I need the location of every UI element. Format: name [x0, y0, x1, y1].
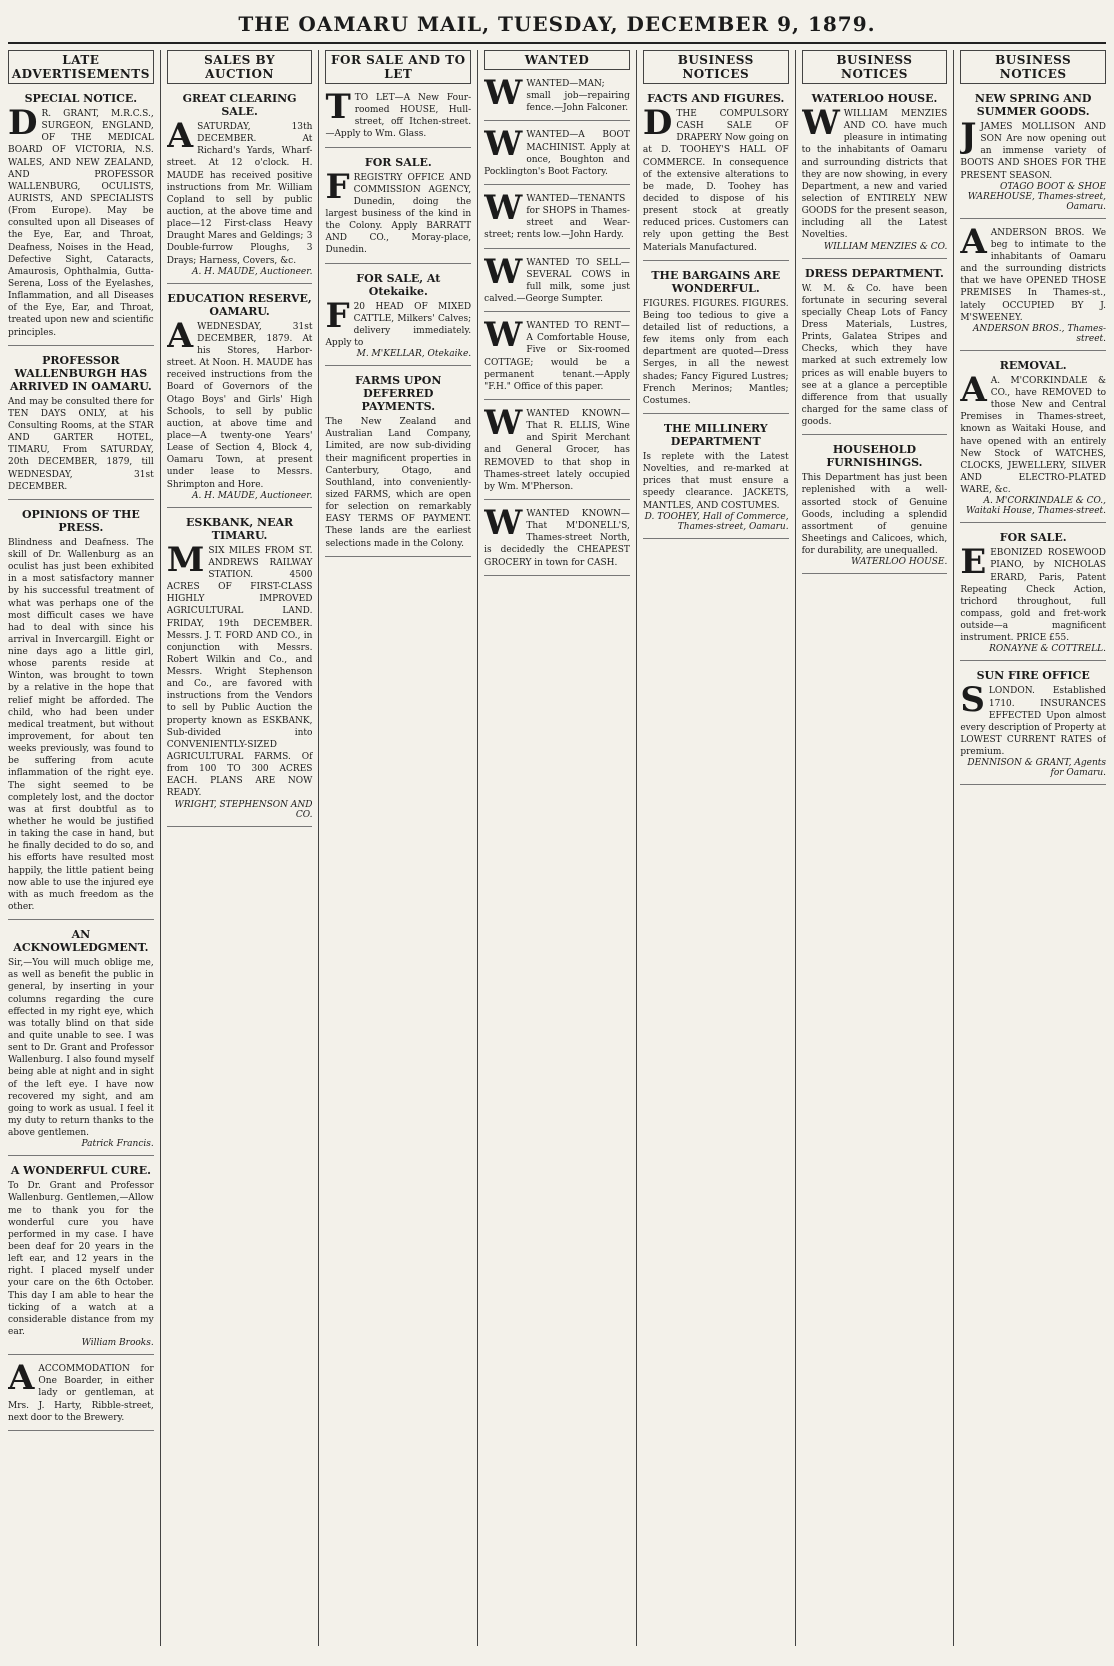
advertisement-body: [801, 103, 948, 242]
advertisement-body: [484, 187, 630, 242]
advertisement-body: [8, 103, 154, 339]
advertisement-body: [325, 416, 471, 550]
advertisement-text: FIGURES. FIGURES. FIGURES. Being too tedious to give a detailed list of reductions, a few items only from each department are quoted—Dress Serges, in all the newest shades; Fancy Figured Lustres; French Merinos; Mantles; Costumes.: [642, 298, 789, 406]
advertisement-title: FOR SALE, At Otekaike.: [356, 271, 441, 298]
advertisement-text: 20 HEAD OF MIXED CATTLE, Milkers' Calves; delivery immediately. Apply to: [325, 301, 472, 348]
advertisement-title: FOR SALE.: [364, 155, 432, 169]
column-4: [484, 50, 637, 1646]
advertisement-body: [8, 396, 154, 493]
advertisement-block: [802, 88, 948, 259]
drop-cap-letter: A: [8, 1358, 35, 1399]
drop-cap-letter: W: [484, 502, 523, 543]
advertisement-block: [484, 404, 630, 500]
advertisement-block: [8, 924, 154, 1156]
advertisement-text: This Department has just been replenished with a well-assorted stock of Genuine Goods, including a splendid assortment of genuine Sheetings and Calicoes, which, for durability, are unequalled.: [801, 473, 948, 557]
advertisement-text: TO LET—A New Four-roomed HOUSE, Hull-street, off Itchen-street.—Apply to Wm. Glass.: [325, 93, 472, 140]
column-6: [802, 50, 955, 1646]
column-7: [960, 50, 1106, 1646]
advertisement-body: [960, 542, 1107, 644]
advertisement-block: [167, 512, 313, 827]
advertisement-block: [960, 665, 1106, 785]
advertisement-signature: ANDERSON BROS., Thames-street.: [972, 323, 1107, 344]
advertisement-text: Blindness and Deafness. The skill of Dr. Wallenburg as an oculist has just been exhibited in a most satisfactory manner by his successful treatment of what was perhaps one of the most difficult cases we have had to deal with since his arrival in Invercargill. Eight or nine days ago a little girl, whose parents reside at Winton, was brought to town by a relative in the hope that relief might be afforded. The child, who had been under medical treatment, but without improvement, for about ten weeks previously, was found to be suffering from acute inflammation of the right eye. The sight seemed to be completely lost, and the doctor was at first doubtful as to whether he would be justified in taking the case in hand, but he finally decided to do so, and his efforts have resulted most happily, the little patient being now able to use the injured eye with as much freedom as the other.: [8, 537, 154, 913]
advertisement-block: [484, 189, 630, 249]
advertisement-text: WANTED—MAN; small job—repairing fence.—John Falconer.: [526, 79, 630, 114]
advertisement-text: The New Zealand and Australian Land Company, Limited, are now sub-dividing their magnificent properties in Canterbury, Otago, and Southland, into conveniently-sized FARMS, which are open for selection on remarkably EASY TERMS OF PAYMENT. These lands are the earliest selections made in the Colony.: [325, 417, 472, 549]
advertisement-body: [484, 124, 630, 178]
advertisement-signature: D. TOOHEY, Hall of Commerce, Thames-street, Oamaru.: [644, 511, 789, 532]
drop-cap-letter: D: [8, 103, 38, 143]
drop-cap-letter: E: [960, 542, 987, 583]
advertisement-title: SUN FIRE OFFICE: [976, 669, 1090, 683]
advertisement-text: WANTED TO RENT—A Comfortable House, Five or Six-roomed COTTAGE; would be a permanent tenant.—Apply "F.H." Office of this paper.: [484, 321, 630, 392]
advertisement-text: ANDERSON BROS. We beg to intimate to the inhabitants of Oamaru and the surrounding districts that we have OPENED THOSE PREMISES In Thames-st., lately OCCUPIED BY J. M'SWEENEY.: [960, 227, 1107, 323]
advertisement-block: [325, 152, 471, 264]
advertisement-title: PROFESSOR WALLENBURGH HAS ARRIVED IN OAMARU.: [10, 353, 152, 393]
advertisement-text: A. M'CORKINDALE & CO., have REMOVED to those New and Central Premises in Thames-street, known as Waitaki House, and have opened with an entirely New Stock of WATCHES, CLOCKS, JEWELLERY, SILVER AND ELECTRO-PLATED WARE, &c.: [960, 375, 1107, 496]
advertisement-body: [8, 537, 154, 913]
drop-cap-letter: W: [484, 124, 523, 165]
advertisement-body: [325, 166, 472, 257]
advertisement-block: [484, 316, 630, 400]
column-5: [643, 50, 796, 1646]
advertisement-title: OPINIONS OF THE PRESS.: [21, 507, 140, 534]
advertisement-title: WATERLOO HOUSE.: [811, 92, 938, 105]
advertisement-body: [325, 87, 472, 141]
advertisement-body: [960, 680, 1107, 758]
drop-cap-letter: W: [801, 103, 840, 143]
column-header: BUSINESS NOTICES: [960, 50, 1106, 84]
advertisement-title: EDUCATION RESERVE, OAMARU.: [167, 291, 312, 318]
advertisement-text: SATURDAY, 13th DECEMBER. At Richard's Yards, Wharf-street. At 12 o'clock. H. MAUDE has received positive instructions from Mr. William Copland to sell by public auction, at the above time and place—12 First-class Heavy Draught Mares and Geldings; 3 Double-furrow Ploughs, 3 Drays; Harness, Covers, &c.: [166, 122, 313, 266]
advertisement-text: Is replete with the Latest Novelties, and re-marked at prices that must ensure a speedy clearance. JACKETS, MANTLES, AND COSTUMES.: [642, 451, 789, 511]
advertisement-block: [167, 88, 313, 284]
advertisement-block: [484, 74, 630, 121]
advertisement-signature: Patrick Francis.: [81, 1139, 154, 1150]
advertisement-text: WANTED—A BOOT MACHINIST. Apply at once, Boughton and Pocklington's Boot Factory.: [484, 130, 630, 177]
advertisement-signature: M. M'KELLAR, Otekaike.: [356, 349, 472, 360]
advertisement-title: THE BARGAINS ARE WONDERFUL.: [651, 268, 781, 295]
advertisement-title: SPECIAL NOTICE.: [24, 92, 138, 105]
advertisement-body: [484, 73, 630, 114]
advertisement-signature: William Brooks.: [81, 1338, 154, 1349]
advertisement-title: A WONDERFUL CURE.: [10, 1164, 151, 1178]
advertisement-text: WILLIAM MENZIES AND CO. have much pleasure in intimating to the inhabitants of Oamaru and surrounding districts that they are now showing, in every Department, a new and varied selection of ENTIRELY NEW GOODS for the present season, including all the Latest Novelties.: [801, 109, 948, 241]
advertisement-block: [643, 265, 789, 414]
column-header: BUSINESS NOTICES: [802, 50, 948, 84]
column-2: [167, 50, 320, 1646]
advertisement-body: [484, 315, 630, 393]
advertisement-body: [802, 283, 948, 429]
advertisement-body: [166, 539, 313, 800]
advertisement-text: To Dr. Grant and Professor Wallenburg. Gentlemen,—Allow me to thank you for the wonderful cure you have performed in my case. I have been deaf for 20 years in the left ear, and 12 years in the right. I placed myself under your care on the 6th October. This day I am able to hear the ticking of a watch at a considerable distance from my ear.: [8, 1181, 154, 1337]
advertisement-signature: OTAGO BOOT & SHOE WAREHOUSE, Thames-street, Oamaru.: [967, 181, 1107, 212]
column-3: [325, 50, 478, 1646]
advertisement-body: [8, 1180, 154, 1338]
column-header: FOR SALE AND TO LET: [325, 50, 471, 84]
advertisement-title: HOUSEHOLD FURNISHINGS.: [826, 443, 923, 470]
drop-cap-letter: A: [166, 315, 194, 356]
advertisement-text: Sir,—You will much oblige me, as well as benefit the public in general, by inserting in your columns regarding the cure effected in my right eye, which was totally blind on that side and quite unable to see. I was sent to Dr. Grant and Professor Wallenburg. I also found myself being able at night and in sight of the left eye. I have now recovered my sight, and am going to work as usual. I feel it my duty to return thanks to the above gentlemen.: [8, 958, 154, 1139]
advertisement-block: [167, 288, 313, 508]
advertisement-text: R. GRANT, M.R.C.S., SURGEON, ENGLAND, OF THE MEDICAL BOARD OF VICTORIA, N.S. WALES, AND NEW ZEALAND, AND PROFESSOR WALLENBURG, OCULISTS, AURISTS, AND SPECIALISTS (From Europe). May be consulted upon all Diseases of the Eye, Ear, and Throat, Deafness, Noises in the Head, Defective Sight, Cataracts, Amaurosis, Ophthalmia, Gutta-Serena, Loss of the Eyelashes, Inflammation, and all Diseases of the Eye, Ear, and Throat, treated upon new and scientific principles.: [8, 109, 154, 338]
column-header: WANTED: [484, 50, 630, 70]
advertisement-body: [960, 116, 1107, 182]
advertisement-title: FACTS AND FIGURES.: [647, 92, 785, 105]
advertisement-text: WANTED KNOWN—That R. ELLIS, Wine and Spirit Merchant and General Grocer, has REMOVED to that shop in Thames-street lately occupied by Wm. M'Pherson.: [484, 408, 630, 492]
drop-cap-letter: T: [325, 87, 351, 127]
advertisement-block: [8, 350, 154, 500]
advertisement-title: AN ACKNOWLEDGMENT.: [13, 928, 149, 955]
drop-cap-letter: D: [642, 103, 673, 143]
advertisement-signature: DENNISON & GRANT, Agents for Oamaru.: [967, 758, 1107, 779]
advertisement-block: [484, 504, 630, 576]
advertisement-title: FOR SALE.: [999, 531, 1067, 545]
advertisement-block: [8, 1160, 154, 1355]
advertisement-title: FARMS UPON DEFERRED PAYMENTS.: [355, 374, 442, 414]
advertisement-text: ACCOMMODATION for One Boarder, in either lady or gentleman, at Mrs. J. Harty, Ribble-street, next door to the Brewery.: [8, 1364, 154, 1423]
advertisement-text: EBONIZED ROSEWOOD PIANO, by NICHOLAS ERARD, Paris, Patent Repeating Check Action, trichord throughout, full compass, gold and fret-work outside—a magnificent instrument. PRICE £55.: [960, 548, 1107, 644]
advertisement-title: GREAT CLEARING SALE.: [182, 92, 297, 118]
advertisement-signature: WRIGHT, STEPHENSON AND CO.: [174, 799, 313, 820]
advertisement-block: [8, 1359, 154, 1431]
drop-cap-letter: A: [960, 221, 987, 262]
advertisement-title: ESKBANK, NEAR TIMARU.: [186, 515, 294, 542]
advertisement-block: [960, 355, 1106, 523]
advertisement-text: WANTED—TENANTS for SHOPS in Thames-street and Wear-street; rents low.—John Hardy.: [484, 193, 630, 241]
advertisement-block: [960, 88, 1106, 219]
advertisement-body: [8, 957, 154, 1139]
column-header: BUSINESS NOTICES: [643, 50, 789, 84]
drop-cap-letter: F: [325, 295, 350, 336]
advertisement-text: And may be consulted there for TEN DAYS ONLY, at his Consulting Rooms, at the STAR AND GARTER HOTEL, TIMARU, From SATURDAY, 20th DECEMBER, 1879, till WEDNESDAY, 31st DECEMBER.: [8, 396, 154, 492]
drop-cap-letter: F: [325, 166, 350, 207]
drop-cap-letter: J: [960, 116, 977, 156]
advertisement-block: [325, 88, 471, 148]
advertisement-signature: A. H. MAUDE, Auctioneer.: [191, 266, 313, 277]
advertisement-body: [484, 251, 630, 306]
advertisement-signature: A. M'CORKINDALE & CO., Waitaki House, Thames-street.: [966, 496, 1107, 517]
advertisement-block: [802, 263, 948, 436]
advertisement-text: SIX MILES FROM ST. ANDREWS RAILWAY STATION. 4500 ACRES OF FIRST-CLASS HIGHLY IMPROVED AGRICULTURAL LAND. FRIDAY, 19th DECEMBER. Messrs. J. T. FORD AND CO., in conjunction with Messrs. Robert Wilkin and Co., and Messrs. Wright Stephenson and Co., are favored with instructions from the Vendors to sell by Public Auction the property known as ESKBANK, Sub-divided into CONVENIENTLY-SIZED AGRICULTURAL FARMS. Of from 100 TO 300 ACRES EACH. PLANS ARE NOW READY.: [166, 545, 313, 799]
advertisement-body: [643, 451, 789, 512]
advertisement-body: [643, 298, 789, 407]
advertisement-signature: WATERLOO HOUSE.: [851, 557, 948, 568]
advertisement-body: [802, 472, 948, 557]
advertisement-block: [802, 439, 948, 574]
drop-cap-letter: W: [484, 402, 523, 443]
advertisement-text: WANTED TO SELL—SEVERAL COWS in full milk, some just calved.—George Sumpter.: [484, 257, 630, 304]
advertisement-body: [166, 315, 313, 491]
advertisement-block: [484, 125, 630, 185]
advertisement-block: [8, 504, 154, 920]
advertisement-body: [484, 502, 630, 569]
advertisement-block: [325, 370, 471, 557]
drop-cap-letter: S: [960, 680, 985, 721]
advertisement-signature: RONAYNE & COTTRELL.: [989, 644, 1107, 655]
advertisement-text: W. M. & Co. have been fortunate in securing several specially Cheap Lots of Fancy Dress Materials, Lustres, Prints, Galatea Stripes and Checks, which they have marked at such extremely low prices as will enable buyers to see at a glance a perceptible difference from that usually charged for the same class of goods.: [801, 283, 948, 428]
advertisement-text: THE COMPULSORY CASH SALE OF DRAPERY Now going on at D. TOOHEY'S HALL OF COMMERCE. In consequence of the extensive alterations to be made, D. Toohey has decided to dispose of his present stock at greatly reduced prices. Customers can rely upon getting the Best Materials Manufactured.: [642, 109, 789, 253]
advertisement-text: WEDNESDAY, 31st DECEMBER, 1879. At his Stores, Harbor-street. At Noon. H. MAUDE has received instructions from the Board of Governors of the Otago Boys' and Girls' High Schools, to sell by public auction, at above time and place—A twenty-one Years' Lease of Section 4, Block 4, Oamaru Town, at present under lease to Messrs. Shrimpton and Hore.: [166, 321, 313, 490]
advertisement-title: REMOVAL.: [999, 358, 1067, 372]
advertisement-block: [960, 527, 1106, 661]
drop-cap-letter: W: [484, 251, 523, 292]
advertisement-block: [484, 253, 630, 313]
advertisement-text: JAMES MOLLISON AND SON Are now opening out an immense variety of BOOTS AND SHOES FOR THE PRESENT SEASON.: [960, 122, 1107, 181]
masthead-title: THE OAMARU MAIL, TUESDAY, DECEMBER 9, 1879.: [8, 10, 1106, 44]
column-header: SALES BY AUCTION: [167, 50, 313, 84]
drop-cap-letter: A: [166, 116, 194, 156]
drop-cap-letter: A: [960, 369, 987, 410]
advertisement-block: [643, 88, 789, 261]
advertisement-body: [166, 116, 313, 267]
advertisement-body: [8, 1358, 154, 1424]
advertisement-body: [960, 221, 1107, 324]
advertisement-signature: WILLIAM MENZIES & CO.: [823, 241, 948, 252]
advertisement-text: REGISTRY OFFICE AND COMMISSION AGENCY, Dunedin, doing the largest business of the kind in the Colony. Apply BARRATT AND CO., Moray-place, Dunedin.: [325, 172, 472, 256]
advertisement-block: [8, 88, 154, 346]
advertisement-block: [643, 418, 789, 539]
advertisement-title: THE MILLINERY DEPARTMENT: [663, 421, 768, 448]
drop-cap-letter: W: [484, 315, 523, 356]
advertisement-title: DRESS DEPARTMENT.: [805, 266, 944, 280]
advertisement-title: NEW SPRING AND SUMMER GOODS.: [974, 92, 1092, 118]
columns-container: [8, 50, 1106, 1646]
advertisement-body: [484, 402, 630, 493]
drop-cap-letter: W: [484, 73, 523, 113]
advertisement-signature: A. H. MAUDE, Auctioneer.: [191, 490, 313, 501]
advertisement-body: [642, 103, 789, 254]
advertisement-text: WANTED KNOWN—That M'DONELL'S, Thames-street North, is decidedly the CHEAPEST GROCERY in town for CASH.: [484, 508, 630, 568]
advertisement-body: [325, 295, 472, 350]
advertisement-block: [325, 268, 471, 367]
column-1: [8, 50, 161, 1646]
drop-cap-letter: W: [484, 187, 523, 228]
advertisement-body: [960, 369, 1107, 496]
advertisement-text: LONDON. Established 1710. INSURANCES EFFECTED Upon almost every description of Property at LOWEST CURRENT RATES of premium.: [960, 686, 1107, 758]
column-header: LATE ADVERTISEMENTS: [8, 50, 154, 84]
advertisement-block: [960, 223, 1106, 351]
drop-cap-letter: M: [166, 539, 205, 580]
